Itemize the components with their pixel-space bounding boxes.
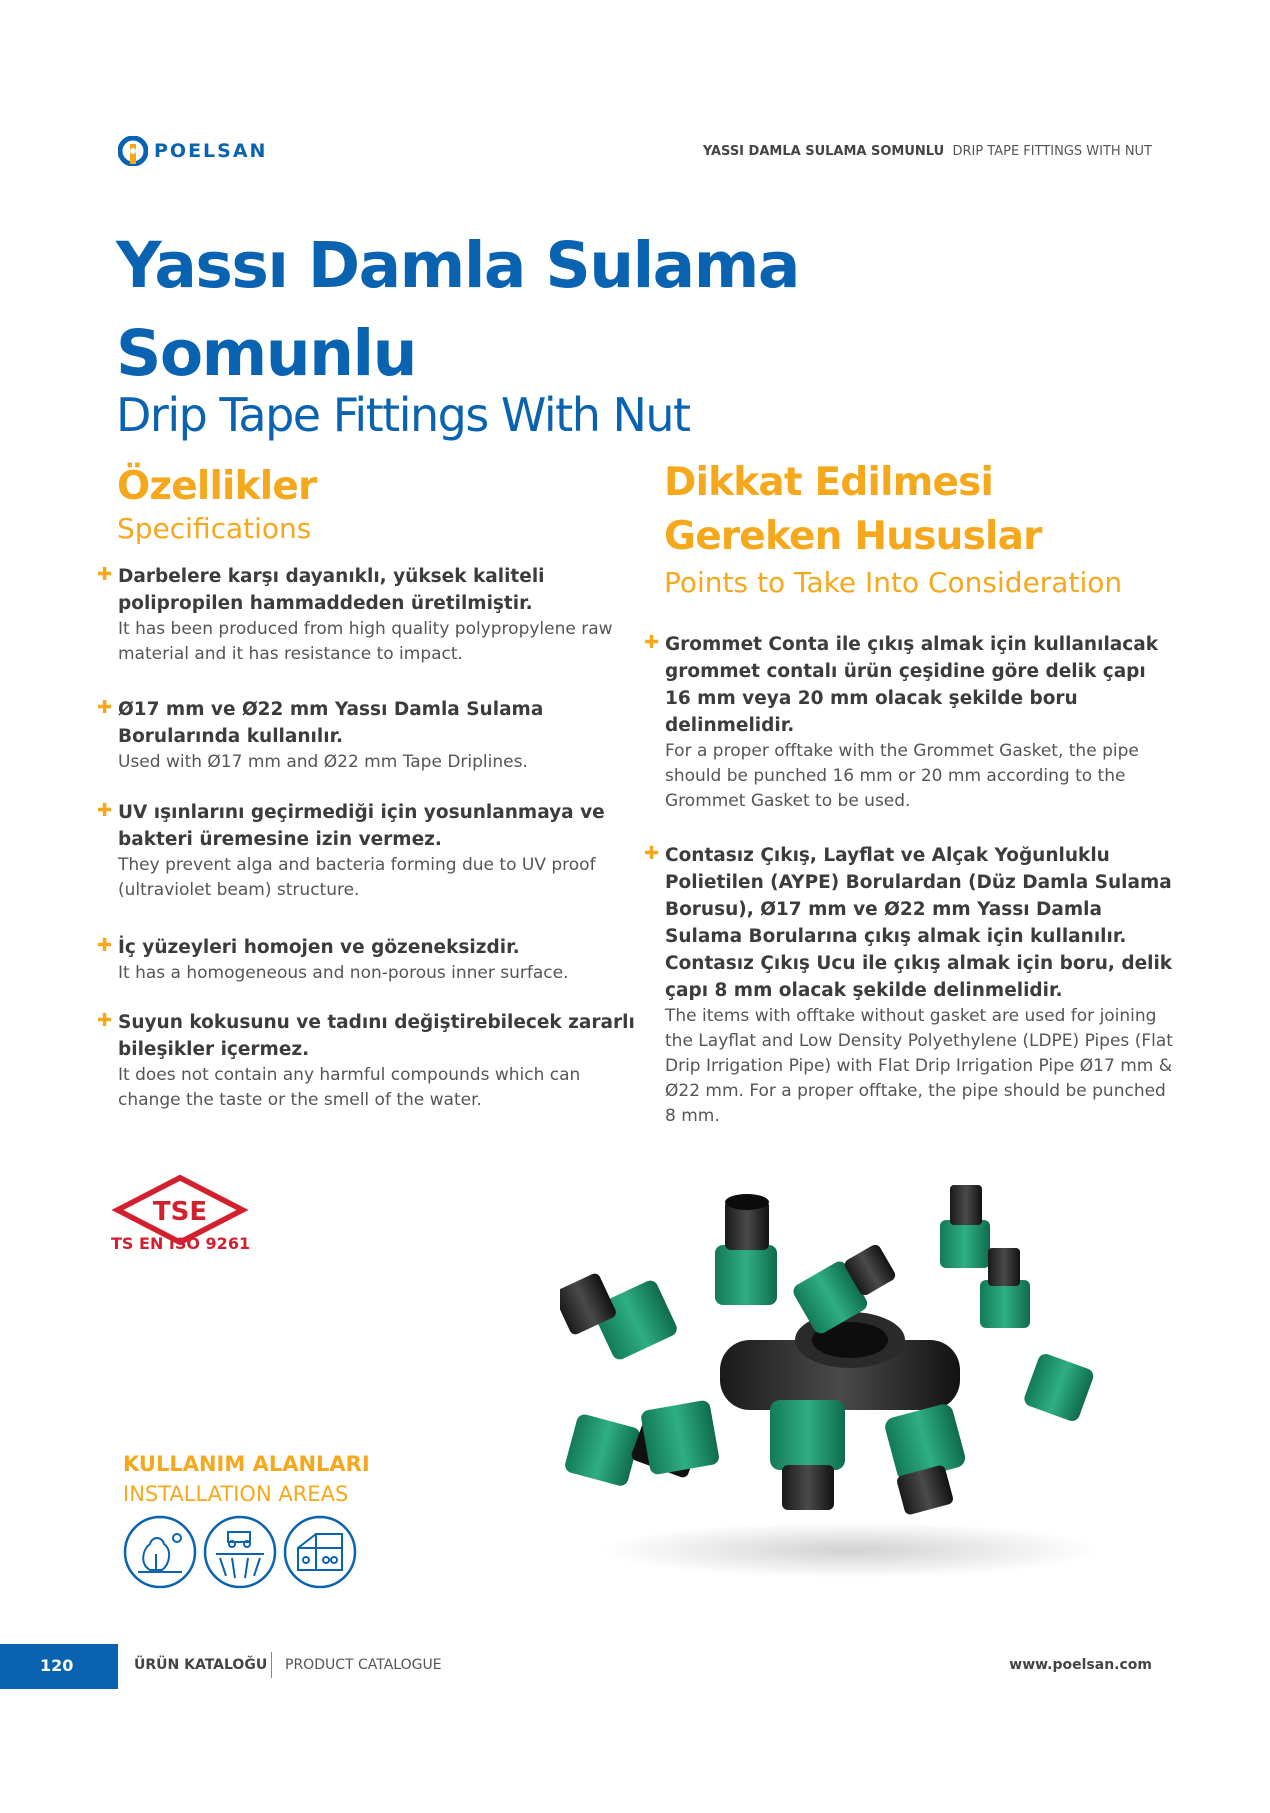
item-text-en: It does not contain any harmful compounds which can change the taste or the smell of the water. [118, 1065, 581, 1110]
specifications-subheading: Specifications [117, 512, 312, 545]
plus-bullet-icon: ✚ [97, 800, 113, 821]
usage-subheading: INSTALLATION AREAS [123, 1482, 349, 1506]
plus-bullet-icon: ✚ [644, 843, 660, 864]
plus-bullet-icon: ✚ [644, 632, 660, 653]
list-item [97, 1009, 638, 1113]
item-text-tr: Contasız Çıkış, Layflat ve Alçak Yoğunluklu Polietilen (AYPE) Borulardan (Düz Damla Sulama Borusu), Ø17 mm ve Ø22 mm Yassı Damla Sulama Borularına çıkış almak için kullanılır. Contasız Çıkış Ucu ile çıkış almak için boru, delik çapı 8 mm olacak şekilde delinmelidir. [665, 845, 1173, 1001]
page-title: Yassı Damla Sulama Somunlu [116, 229, 799, 390]
item-text-en: They prevent alga and bacteria forming due to UV proof (ultraviolet beam) structure. [118, 855, 596, 900]
item-text-en: Used with Ø17 mm and Ø22 mm Tape Driplines. [118, 752, 528, 772]
plus-bullet-icon: ✚ [97, 697, 113, 718]
garden-icon [122, 1514, 198, 1590]
header-category-tr: YASSI DAMLA SULAMA SOMUNLU [702, 144, 945, 159]
item-text-en: The items with offtake without gasket are used for joining the Layflat and Low Density Polyethylene (LDPE) Pipes (Flat Drip Irrigation Pipe) with Flat Drip Irrigation Pipe Ø17 mm & Ø22 mm. For a proper offtake, the pipe should be punched 8 mm. [665, 1006, 1173, 1126]
list-item [644, 842, 1177, 1129]
header-category-en: DRIP TAPE FITTINGS WITH NUT [952, 144, 1152, 159]
item-text-en: It has been produced from high quality polypropylene raw material and it has resistance to impact. [118, 619, 613, 664]
item-text-en: For a proper offtake with the Grommet Gasket, the pipe should be punched 16 mm or 20 mm according to the Grommet Gasket to be used. [665, 741, 1139, 811]
header-category [703, 144, 1152, 159]
item-text-tr: Suyun kokusunu ve tadını değiştirebilecek zararlı bileşikler içermez. [118, 1012, 635, 1060]
tse-logo-text: TSE [152, 1197, 208, 1227]
poelsan-logo [118, 136, 288, 166]
product-image-fittings [560, 1180, 1120, 1580]
footer-url[interactable]: www.poelsan.com [1009, 1657, 1152, 1673]
list-item [97, 563, 638, 667]
list-item [97, 696, 638, 775]
considerations-heading: Dikkat Edilmesi Gereken Hususlar [664, 460, 1042, 559]
item-text-tr: UV ışınlarını geçirmediği için yosunlanmaya ve bakteri üremesine izin vermez. [118, 802, 605, 850]
tse-standard: TS EN ISO 9261 [111, 1234, 251, 1253]
item-text-tr: Ø17 mm ve Ø22 mm Yassı Damla Sulama Borularında kullanılır. [118, 699, 544, 747]
footer-catalogue-tr: ÜRÜN KATALOĞU [134, 1657, 268, 1673]
specifications-heading: Özellikler [117, 464, 317, 509]
list-item [97, 799, 638, 903]
brand-wordmark: POELSAN [154, 140, 268, 162]
list-item [644, 631, 1177, 814]
page-subtitle: Drip Tape Fittings With Nut [116, 388, 690, 442]
field-tractor-icon [202, 1514, 278, 1590]
item-text-en: It has a homogeneous and non-porous inner surface. [118, 963, 569, 983]
greenhouse-icon [282, 1514, 358, 1590]
list-item [97, 934, 638, 986]
item-text-tr: Grommet Conta ile çıkış almak için kullanılacak grommet contalı ürün çeşidine göre delik çapı 16 mm veya 20 mm olacak şekilde boru delinmelidir. [665, 634, 1159, 736]
usage-heading: KULLANIM ALANLARI [123, 1452, 370, 1476]
plus-bullet-icon: ✚ [97, 935, 113, 956]
footer-catalogue-en: PRODUCT CATALOGUE [285, 1657, 442, 1673]
poelsan-logo-icon [118, 136, 148, 166]
plus-bullet-icon: ✚ [97, 564, 113, 585]
considerations-subheading: Points to Take Into Consideration [664, 566, 1123, 599]
item-text-tr: İç yüzeyleri homojen ve gözeneksizdir. [118, 937, 520, 958]
page-number: 120 [40, 1656, 74, 1675]
footer-divider [271, 1652, 272, 1678]
plus-bullet-icon: ✚ [97, 1010, 113, 1031]
item-text-tr: Darbelere karşı dayanıklı, yüksek kaliteli polipropilen hammaddeden üretilmiştir. [118, 566, 545, 614]
